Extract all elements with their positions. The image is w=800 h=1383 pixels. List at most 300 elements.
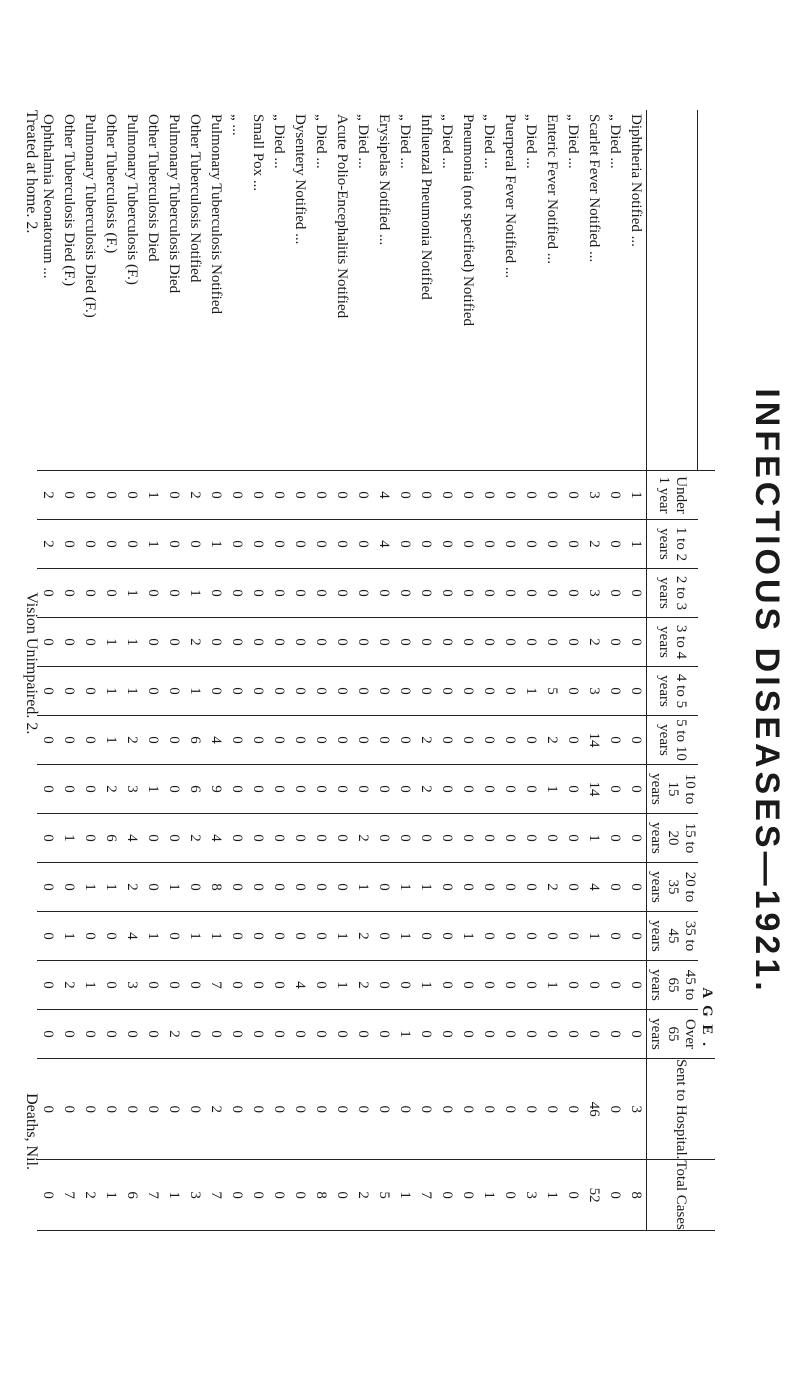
total-cell: 0 <box>289 1160 310 1230</box>
age-cell: 0 <box>520 520 541 569</box>
total-cell: 1 <box>100 1160 121 1230</box>
age-cell: 1 <box>184 667 205 716</box>
table-row <box>163 110 184 1230</box>
age-cell: 0 <box>478 618 499 667</box>
age-cell: 0 <box>289 667 310 716</box>
age-cell: 1 <box>625 471 647 520</box>
age-cell: 0 <box>58 618 79 667</box>
age-cell: 0 <box>226 814 247 863</box>
table-row <box>562 110 583 1230</box>
total-cell: 0 <box>562 1160 583 1230</box>
age-cell: 0 <box>436 667 457 716</box>
age-cell: 0 <box>205 667 226 716</box>
age-cell: 0 <box>373 1010 394 1059</box>
total-cell: 7 <box>205 1160 226 1230</box>
age-cell: 0 <box>247 618 268 667</box>
age-cell: 0 <box>352 1010 373 1059</box>
age-header: 5 to 10 years <box>647 716 699 765</box>
row-label: Pulmonary Tuberculosis (F.) <box>121 110 142 471</box>
sent-cell: 0 <box>373 1059 394 1160</box>
total-cell: 8 <box>625 1160 647 1230</box>
age-cell: 0 <box>520 912 541 961</box>
table-row <box>415 110 436 1230</box>
age-header: 1 to 2 years <box>647 520 699 569</box>
row-label: Acute Polio-Encephalitis Notified <box>331 110 352 471</box>
total-cell: 1 <box>541 1160 562 1230</box>
row-label: Other Tuberculosis (F.) <box>100 110 121 471</box>
age-cell: 0 <box>625 716 647 765</box>
total-cell: 0 <box>499 1160 520 1230</box>
age-cell: 0 <box>331 863 352 912</box>
total-cell: 0 <box>604 1160 625 1230</box>
row-label: Enteric Fever Notified ... <box>541 110 562 471</box>
age-cell: 0 <box>184 863 205 912</box>
age-cell: 1 <box>394 863 415 912</box>
age-cell: 1 <box>100 618 121 667</box>
table-row <box>121 110 142 1230</box>
age-cell: 1 <box>205 912 226 961</box>
age-cell: 0 <box>562 716 583 765</box>
age-cell: 0 <box>436 569 457 618</box>
age-cell: 1 <box>58 912 79 961</box>
age-cell: 0 <box>310 716 331 765</box>
age-cell: 0 <box>100 520 121 569</box>
age-cell: 0 <box>352 618 373 667</box>
age-cell: 0 <box>562 618 583 667</box>
age-cell: 0 <box>331 1010 352 1059</box>
age-cell: 0 <box>184 1010 205 1059</box>
sent-cell: 0 <box>310 1059 331 1160</box>
row-label: „ Died ... <box>478 110 499 471</box>
age-header: 45 to 65 years <box>647 961 699 1010</box>
age-cell: 9 <box>205 765 226 814</box>
age-cell: 0 <box>100 569 121 618</box>
age-cell: 0 <box>226 520 247 569</box>
table-row <box>373 110 394 1230</box>
row-label: Pulmonary Tuberculosis Died (F.) <box>79 110 100 471</box>
age-cell: 0 <box>268 716 289 765</box>
age-cell: 4 <box>205 716 226 765</box>
total-cell: 6 <box>121 1160 142 1230</box>
age-cell: 0 <box>310 912 331 961</box>
age-cell: 0 <box>625 814 647 863</box>
age-cell: 0 <box>415 569 436 618</box>
footer <box>22 110 40 1170</box>
age-cell: 0 <box>205 618 226 667</box>
age-cell: 0 <box>499 716 520 765</box>
age-cell: 1 <box>121 667 142 716</box>
age-cell: 1 <box>142 765 163 814</box>
row-label: Erysipelas Notified ... <box>373 110 394 471</box>
age-cell: 0 <box>79 520 100 569</box>
age-cell: 0 <box>478 961 499 1010</box>
age-header: Under 1 year <box>647 471 699 520</box>
table-row <box>310 110 331 1230</box>
age-cell: 0 <box>268 1010 289 1059</box>
total-cell: 0 <box>37 1160 58 1230</box>
age-cell: 0 <box>604 667 625 716</box>
age-cell: 0 <box>163 471 184 520</box>
age-cell: 0 <box>142 716 163 765</box>
age-cell: 0 <box>394 667 415 716</box>
age-cell: 0 <box>625 1010 647 1059</box>
age-cell: 0 <box>268 912 289 961</box>
age-cell: 0 <box>247 961 268 1010</box>
age-cell: 0 <box>604 618 625 667</box>
age-cell: 0 <box>541 814 562 863</box>
age-header: Over 65 years <box>647 1010 699 1059</box>
age-cell: 0 <box>58 863 79 912</box>
row-label: „ Died ... <box>394 110 415 471</box>
age-cell: 0 <box>562 814 583 863</box>
age-cell: 4 <box>583 863 604 912</box>
age-cell: 0 <box>289 520 310 569</box>
age-cell: 0 <box>163 667 184 716</box>
age-header: 2 to 3 years <box>647 569 699 618</box>
age-cell: 0 <box>415 618 436 667</box>
age-cell: 0 <box>373 716 394 765</box>
total-cell: 5 <box>373 1160 394 1230</box>
age-cell: 1 <box>583 814 604 863</box>
age-cell: 8 <box>205 863 226 912</box>
total-cell: 0 <box>247 1160 268 1230</box>
age-header: 35 to 45 years <box>647 912 699 961</box>
footer-vision: Vision Unimpaired. 2. <box>23 592 40 735</box>
age-cell: 0 <box>100 471 121 520</box>
age-cell: 0 <box>373 569 394 618</box>
age-cell: 0 <box>79 912 100 961</box>
age-cell: 0 <box>58 667 79 716</box>
age-cell: 0 <box>394 520 415 569</box>
age-cell: 2 <box>37 520 58 569</box>
sent-cell: 0 <box>121 1059 142 1160</box>
total-cell: 0 <box>226 1160 247 1230</box>
age-cell: 5 <box>541 667 562 716</box>
age-cell: 6 <box>100 814 121 863</box>
age-cell: 0 <box>121 520 142 569</box>
age-cell: 0 <box>163 961 184 1010</box>
age-cell: 2 <box>100 765 121 814</box>
age-cell: 0 <box>268 618 289 667</box>
age-cell: 0 <box>436 618 457 667</box>
age-cell: 0 <box>562 961 583 1010</box>
sent-cell: 0 <box>331 1059 352 1160</box>
row-label: Pulmonary Tuberculosis Died <box>163 110 184 471</box>
row-label: Puerperal Fever Notified ... <box>499 110 520 471</box>
age-cell: 0 <box>142 863 163 912</box>
age-cell: 2 <box>415 716 436 765</box>
age-cell: 0 <box>79 716 100 765</box>
age-cell: 0 <box>604 471 625 520</box>
age-cell: 0 <box>457 814 478 863</box>
age-cell: 0 <box>457 618 478 667</box>
total-cell: 3 <box>520 1160 541 1230</box>
total-cell: 1 <box>478 1160 499 1230</box>
age-cell: 0 <box>310 471 331 520</box>
age-cell: 0 <box>541 520 562 569</box>
age-header: 3 to 4 years <box>647 618 699 667</box>
age-cell: 2 <box>352 814 373 863</box>
age-cell: 0 <box>394 765 415 814</box>
age-cell: 1 <box>583 912 604 961</box>
age-cell: 0 <box>373 618 394 667</box>
table-row <box>205 110 226 1230</box>
age-cell: 0 <box>457 667 478 716</box>
age-cell: 1 <box>142 912 163 961</box>
total-cell: 7 <box>415 1160 436 1230</box>
age-cell: 0 <box>142 569 163 618</box>
age-cell: 0 <box>394 716 415 765</box>
age-cell: 0 <box>142 961 163 1010</box>
age-cell: 0 <box>520 765 541 814</box>
age-cell: 0 <box>268 471 289 520</box>
age-cell: 0 <box>331 569 352 618</box>
age-cell: 1 <box>121 618 142 667</box>
total-cell: 8 <box>310 1160 331 1230</box>
age-cell: 0 <box>541 471 562 520</box>
age-cell: 0 <box>457 471 478 520</box>
sent-cell: 0 <box>100 1059 121 1160</box>
age-cell: 0 <box>583 1010 604 1059</box>
age-cell: 0 <box>478 912 499 961</box>
age-cell: 6 <box>184 716 205 765</box>
age-cell: 1 <box>121 569 142 618</box>
table-row <box>541 110 562 1230</box>
age-cell: 0 <box>310 814 331 863</box>
age-cell: 0 <box>226 569 247 618</box>
age-cell: 0 <box>415 471 436 520</box>
age-cell: 0 <box>289 765 310 814</box>
sent-cell: 0 <box>520 1059 541 1160</box>
age-cell: 0 <box>58 765 79 814</box>
age-cell: 0 <box>58 520 79 569</box>
row-label: Pulmonary Tuberculosis Notified <box>205 110 226 471</box>
age-cell: 0 <box>58 716 79 765</box>
age-cell: 0 <box>58 471 79 520</box>
age-cell: 0 <box>247 1010 268 1059</box>
age-cell: 14 <box>583 716 604 765</box>
total-cell: 1 <box>163 1160 184 1230</box>
age-cell: 0 <box>520 1010 541 1059</box>
age-cell: 0 <box>604 765 625 814</box>
table-row <box>247 110 268 1230</box>
age-cell: 0 <box>562 667 583 716</box>
age-cell: 0 <box>604 716 625 765</box>
age-cell: 1 <box>415 863 436 912</box>
sent-cell: 0 <box>142 1059 163 1160</box>
sent-header: Sent to Hospital. <box>647 1059 716 1160</box>
age-cell: 0 <box>352 667 373 716</box>
age-cell: 0 <box>163 716 184 765</box>
footer-treated: Treated at home. 2. <box>23 110 40 234</box>
table-row <box>58 110 79 1230</box>
age-cell: 1 <box>625 520 647 569</box>
sent-cell: 0 <box>184 1059 205 1160</box>
age-cell: 0 <box>394 961 415 1010</box>
age-cell: 2 <box>352 961 373 1010</box>
row-label: „ Died ... <box>604 110 625 471</box>
age-cell: 1 <box>184 912 205 961</box>
table-row <box>394 110 415 1230</box>
age-cell: 4 <box>121 912 142 961</box>
age-cell: 0 <box>37 667 58 716</box>
age-cell: 1 <box>331 912 352 961</box>
age-cell: 0 <box>310 667 331 716</box>
age-cell: 0 <box>625 618 647 667</box>
age-cell: 0 <box>226 471 247 520</box>
age-cell: 0 <box>457 863 478 912</box>
sent-cell: 0 <box>79 1059 100 1160</box>
age-cell: 0 <box>499 618 520 667</box>
age-cell: 0 <box>457 520 478 569</box>
age-cell: 3 <box>121 765 142 814</box>
age-cell: 0 <box>478 1010 499 1059</box>
row-label: „ Died ... <box>562 110 583 471</box>
age-cell: 0 <box>478 765 499 814</box>
age-cell: 1 <box>142 471 163 520</box>
age-cell: 0 <box>289 471 310 520</box>
sent-cell: 0 <box>58 1059 79 1160</box>
age-cell: 1 <box>520 667 541 716</box>
table-row <box>352 110 373 1230</box>
age-cell: 0 <box>499 471 520 520</box>
age-cell: 0 <box>562 912 583 961</box>
age-cell: 0 <box>37 1010 58 1059</box>
row-label: „ Died ... <box>520 110 541 471</box>
age-cell: 0 <box>226 1010 247 1059</box>
age-cell: 0 <box>499 667 520 716</box>
age-cell: 0 <box>478 569 499 618</box>
age-cell: 0 <box>331 765 352 814</box>
age-cell: 0 <box>352 716 373 765</box>
age-cell: 0 <box>520 961 541 1010</box>
sent-cell: 0 <box>499 1059 520 1160</box>
age-cell: 0 <box>310 618 331 667</box>
label-header <box>698 110 715 471</box>
row-label: „ Died ... <box>310 110 331 471</box>
age-cell: 0 <box>310 961 331 1010</box>
age-cell: 0 <box>394 618 415 667</box>
age-cell: 0 <box>226 961 247 1010</box>
age-cell: 0 <box>478 520 499 569</box>
age-cell: 0 <box>436 716 457 765</box>
age-cell: 0 <box>247 471 268 520</box>
sent-cell: 0 <box>37 1059 58 1160</box>
age-cell: 0 <box>247 912 268 961</box>
age-cell: 0 <box>415 814 436 863</box>
age-cell: 0 <box>226 912 247 961</box>
age-cell: 0 <box>289 1010 310 1059</box>
age-cell: 0 <box>205 1010 226 1059</box>
age-cell: 0 <box>394 569 415 618</box>
age-cell: 0 <box>247 814 268 863</box>
age-cell: 2 <box>583 618 604 667</box>
age-cell: 1 <box>457 912 478 961</box>
age-cell: 0 <box>520 471 541 520</box>
age-cell: 0 <box>100 1010 121 1059</box>
row-label: „ Died ... <box>436 110 457 471</box>
age-cell: 0 <box>436 863 457 912</box>
age-cell: 3 <box>583 667 604 716</box>
age-cell: 0 <box>541 1010 562 1059</box>
age-cell: 0 <box>499 520 520 569</box>
age-cell: 0 <box>289 618 310 667</box>
age-cell: 1 <box>394 1010 415 1059</box>
age-cell: 0 <box>289 716 310 765</box>
age-cell: 0 <box>541 912 562 961</box>
age-cell: 0 <box>583 961 604 1010</box>
age-cell: 1 <box>58 814 79 863</box>
age-cell: 0 <box>268 569 289 618</box>
age-cell: 0 <box>415 912 436 961</box>
age-cell: 0 <box>331 618 352 667</box>
age-cell: 0 <box>247 765 268 814</box>
age-cell: 0 <box>604 961 625 1010</box>
age-cell: 0 <box>562 765 583 814</box>
age-cell: 6 <box>184 765 205 814</box>
sent-cell: 0 <box>226 1059 247 1160</box>
age-cell: 0 <box>499 569 520 618</box>
age-cell: 4 <box>289 961 310 1010</box>
age-cell: 0 <box>604 569 625 618</box>
label-header-spacer <box>647 110 699 471</box>
age-cell: 0 <box>289 814 310 863</box>
age-cell: 0 <box>457 1010 478 1059</box>
age-cell: 1 <box>205 520 226 569</box>
age-cell: 0 <box>226 716 247 765</box>
sent-cell: 0 <box>457 1059 478 1160</box>
total-cell: 0 <box>457 1160 478 1230</box>
age-cell: 0 <box>562 863 583 912</box>
age-cell: 0 <box>478 471 499 520</box>
age-cell: 0 <box>37 961 58 1010</box>
sent-cell: 0 <box>541 1059 562 1160</box>
age-cell: 0 <box>37 569 58 618</box>
age-cell: 0 <box>289 569 310 618</box>
age-cell: 0 <box>436 520 457 569</box>
age-cell: 0 <box>247 863 268 912</box>
age-cell: 1 <box>142 520 163 569</box>
row-label: Diphtheria Notified ... <box>625 110 647 471</box>
total-cell: 0 <box>331 1160 352 1230</box>
age-cell: 0 <box>268 520 289 569</box>
total-cell: 7 <box>58 1160 79 1230</box>
age-cell: 14 <box>583 765 604 814</box>
total-header: Total Cases <box>647 1160 716 1230</box>
age-cell: 0 <box>604 1010 625 1059</box>
sent-cell: 0 <box>247 1059 268 1160</box>
age-cell: 0 <box>499 961 520 1010</box>
age-cell: 3 <box>583 569 604 618</box>
age-cell: 2 <box>583 520 604 569</box>
age-cell: 1 <box>100 863 121 912</box>
age-cell: 1 <box>163 863 184 912</box>
age-cell: 2 <box>415 765 436 814</box>
table-row <box>457 110 478 1230</box>
age-cell: 0 <box>310 1010 331 1059</box>
age-cell: 0 <box>541 569 562 618</box>
age-cell: 0 <box>604 912 625 961</box>
age-cell: 0 <box>79 765 100 814</box>
table-row <box>436 110 457 1230</box>
row-label: Other Tuberculosis Died (F.) <box>58 110 79 471</box>
total-cell: 0 <box>268 1160 289 1230</box>
age-cell: 1 <box>331 961 352 1010</box>
age-cell: 0 <box>268 814 289 863</box>
total-cell: 2 <box>352 1160 373 1230</box>
row-label: Influenzal Pneumonia Notified <box>415 110 436 471</box>
table-row <box>331 110 352 1230</box>
